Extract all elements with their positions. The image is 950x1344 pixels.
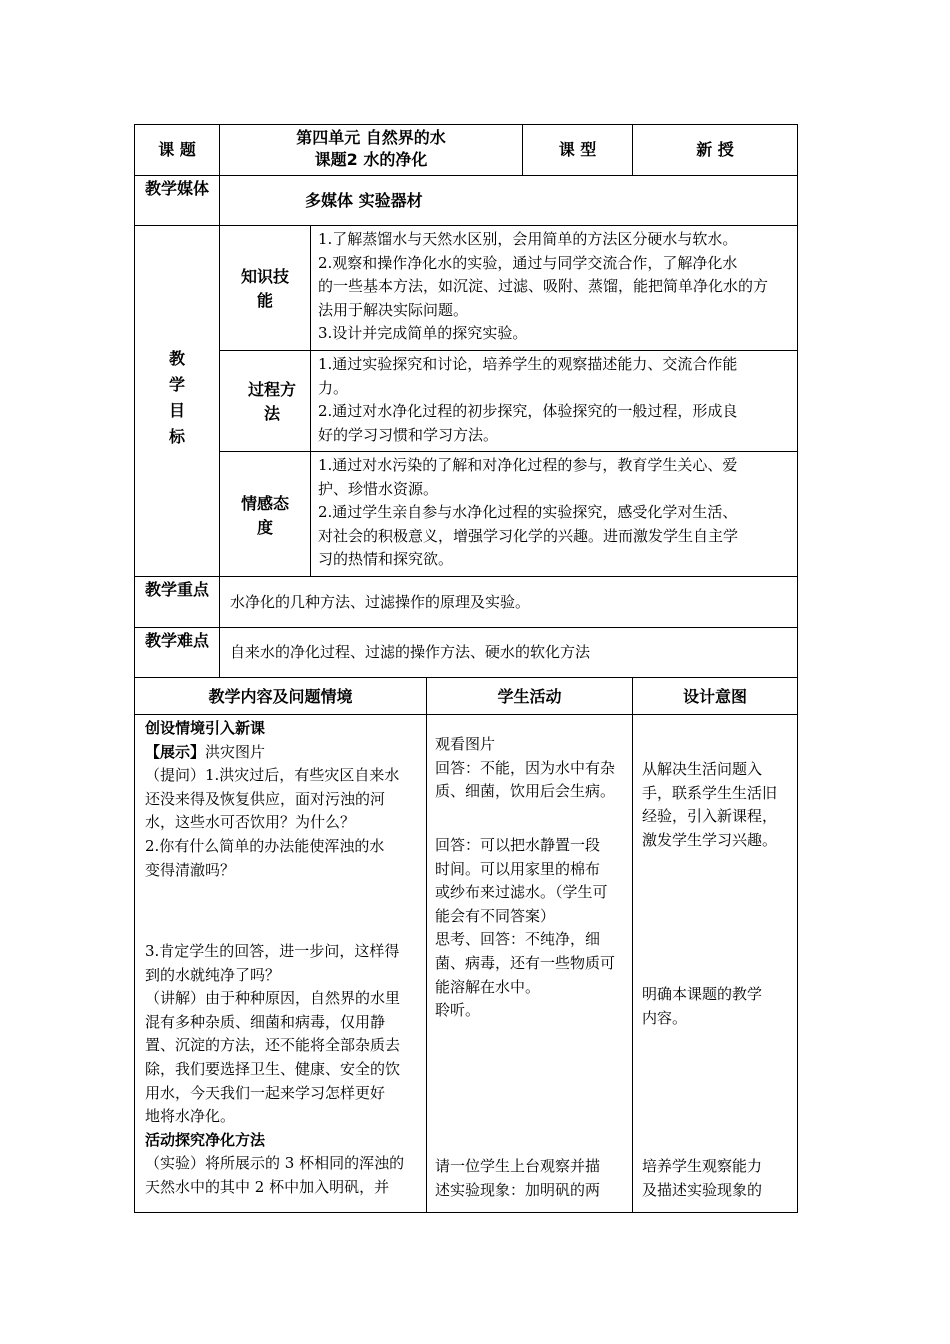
- table-border-bottom: [134, 1212, 798, 1213]
- student-block: [435, 834, 625, 1023]
- text-line: 观看图片: [435, 735, 496, 753]
- key-points-value: 水净化的几种方法、过滤操作的原理及实验。: [230, 593, 531, 611]
- text-line: 内容。: [642, 1008, 688, 1027]
- intent-block: [642, 758, 792, 852]
- text-line: 激发学生学习兴趣。: [642, 830, 778, 849]
- section-heading: 创设情境引入新课: [145, 719, 266, 737]
- text-line: （讲解）由于种种原因，自然界的水里: [145, 989, 401, 1008]
- text-line: 的一些基本方法，如沉淀、过滤、吸附、蒸馏，能把简单净化水的方: [318, 277, 769, 296]
- text-line: 能溶解在水中。: [435, 977, 541, 996]
- media-value: 多媒体 实验器材: [305, 191, 423, 210]
- col-divider: [310, 225, 311, 576]
- text-line: 经验，引入新课程，: [642, 807, 778, 826]
- text-line: 或纱布来过滤水。（学生可: [435, 883, 608, 902]
- text-line: 1.通过实验探究和讨论，培养学生的观察描述能力、交流合作能: [318, 355, 738, 373]
- text-line: 护、珍惜水资源。: [318, 479, 439, 498]
- intent-block: [642, 983, 792, 1030]
- text-line: 2.通过对水净化过程的初步探究，体验探究的一般过程，形成良: [318, 402, 738, 421]
- show-line: [145, 741, 417, 765]
- text-line: 3.肯定学生的回答，进一步问，这样得: [145, 942, 400, 960]
- text-line: 回答：不能，因为水中有杂: [435, 758, 616, 777]
- objective-knowledge-text: [318, 228, 792, 346]
- text-line: 能会有不同答案）: [435, 906, 556, 925]
- objectives-label: 教学目标: [168, 349, 185, 446]
- text-line: 时间。可以用家里的棉布: [435, 859, 601, 878]
- text-line: 培养学生观察能力: [642, 1157, 763, 1175]
- text-line: 手，联系学生生活旧: [642, 783, 778, 802]
- type-value: 新 授: [696, 140, 734, 159]
- row-divider: [134, 714, 798, 715]
- text-line: 对社会的积极意义，增强学习化学的兴趣。进而激发学生自主学: [318, 526, 739, 545]
- course-title-line1: 第四单元 自然界的水: [296, 128, 446, 147]
- row-divider: [134, 627, 798, 628]
- text-line: 1.了解蒸馏水与天然水区别，会用简单的方法区分硬水与软水。: [318, 230, 738, 248]
- row-divider: [219, 350, 798, 351]
- show-tag: 【展示】: [145, 742, 206, 761]
- text-line: 变得清澈吗？: [145, 860, 236, 879]
- text-line: 2.观察和操作净化水的实验，通过与同学交流合作，了解净化水: [318, 253, 738, 272]
- col-divider: [632, 677, 633, 1213]
- content-block: [145, 940, 417, 1200]
- text-line: 用水，今天我们一起来学习怎样更好: [145, 1083, 386, 1102]
- text-line: 混有多种杂质、细菌和病毒，仅用静: [145, 1012, 386, 1031]
- content-block: [145, 717, 417, 882]
- media-label: 教学媒体: [144, 179, 209, 198]
- objective-process-text: [318, 353, 792, 447]
- text-line: 还没来得及恢复供应，面对污浊的河: [145, 789, 386, 808]
- text-line: 3.设计并完成简单的探究实验。: [318, 324, 528, 343]
- column-header-intent: 设计意图: [682, 687, 747, 706]
- text-line: 力。: [318, 378, 349, 397]
- text-line: 地将水净化。: [145, 1107, 236, 1126]
- objective-label-attitude: 情感态度: [240, 494, 289, 537]
- text-line: 述实验现象：加明矾的两: [435, 1180, 601, 1199]
- text-line: 思考、回答：不纯净，细: [435, 930, 601, 949]
- text-line: 质、细菌，饮用后会生病。: [435, 782, 616, 801]
- student-block: [435, 1155, 625, 1202]
- text-line: 1.通过对水污染的了解和对净化过程的参与，教育学生关心、爱: [318, 456, 738, 474]
- text-line: （提问）1.洪灾过后，有些灾区自来水: [145, 766, 400, 785]
- column-header-student: 学生活动: [497, 687, 562, 706]
- text-line: 到的水就纯净了吗？: [145, 965, 281, 984]
- row-divider: [134, 225, 798, 226]
- text-line: 好的学习习惯和学习方法。: [318, 425, 499, 444]
- student-block: [435, 733, 625, 804]
- col-divider: [219, 124, 220, 677]
- row-divider: [134, 175, 798, 176]
- course-label: 课 题: [158, 140, 196, 159]
- row-divider: [134, 576, 798, 577]
- text-line: 菌、病毒，还有一些物质可: [435, 953, 616, 972]
- text-line: 及描述实验现象的: [642, 1180, 763, 1199]
- section-heading: 活动探究净化方法: [145, 1130, 266, 1149]
- text-line: 聆听。: [435, 1001, 481, 1020]
- text-line: 习的热情和探究欲。: [318, 550, 454, 569]
- difficulties-label: 教学难点: [144, 631, 209, 650]
- show-text: 洪灾图片: [205, 742, 266, 761]
- text-line: 法用于解决实际问题。: [318, 300, 469, 319]
- table-border-right: [797, 124, 798, 1213]
- col-divider: [426, 677, 427, 1213]
- type-label: 课 型: [558, 140, 597, 159]
- text-line: 明确本课题的教学: [642, 985, 763, 1003]
- course-title-line2: 课题2 水的净化: [314, 150, 428, 169]
- row-divider: [134, 677, 798, 678]
- difficulties-value: 自来水的净化过程、过滤的操作方法、硬水的软化方法: [230, 643, 591, 661]
- text-line: （实验）将所展示的 3 杯相同的浑浊的: [145, 1154, 405, 1173]
- key-points-label: 教学重点: [144, 580, 209, 599]
- objective-attitude-text: [318, 454, 792, 572]
- text-line: 回答：可以把水静置一段: [435, 836, 601, 854]
- course-title: [220, 127, 522, 171]
- text-line: 2.通过学生亲自参与水净化过程的实验探究，感受化学对生活、: [318, 503, 738, 522]
- table-border-top: [134, 124, 798, 125]
- table-border-left: [134, 124, 135, 1213]
- text-line: 置、沉淀的方法，还不能将全部杂质去: [145, 1036, 401, 1055]
- text-line: 除，我们要选择卫生、健康、安全的饮: [145, 1059, 401, 1078]
- text-line: 2.你有什么简单的办法能使浑浊的水: [145, 836, 385, 855]
- intent-block: [642, 1155, 792, 1202]
- text-line: 天然水中的其中 2 杯中加入明矾，并: [145, 1177, 390, 1196]
- objective-label-knowledge: 知识技能: [240, 267, 289, 310]
- column-header-content: 教学内容及问题情境: [208, 687, 353, 706]
- text-line: 请一位学生上台观察并描: [435, 1157, 601, 1175]
- text-line: 从解决生活问题入: [642, 760, 763, 778]
- text-line: 水，这些水可否饮用？为什么？: [145, 813, 356, 832]
- objective-label-process: 过程方法: [248, 380, 297, 423]
- row-divider: [219, 451, 798, 452]
